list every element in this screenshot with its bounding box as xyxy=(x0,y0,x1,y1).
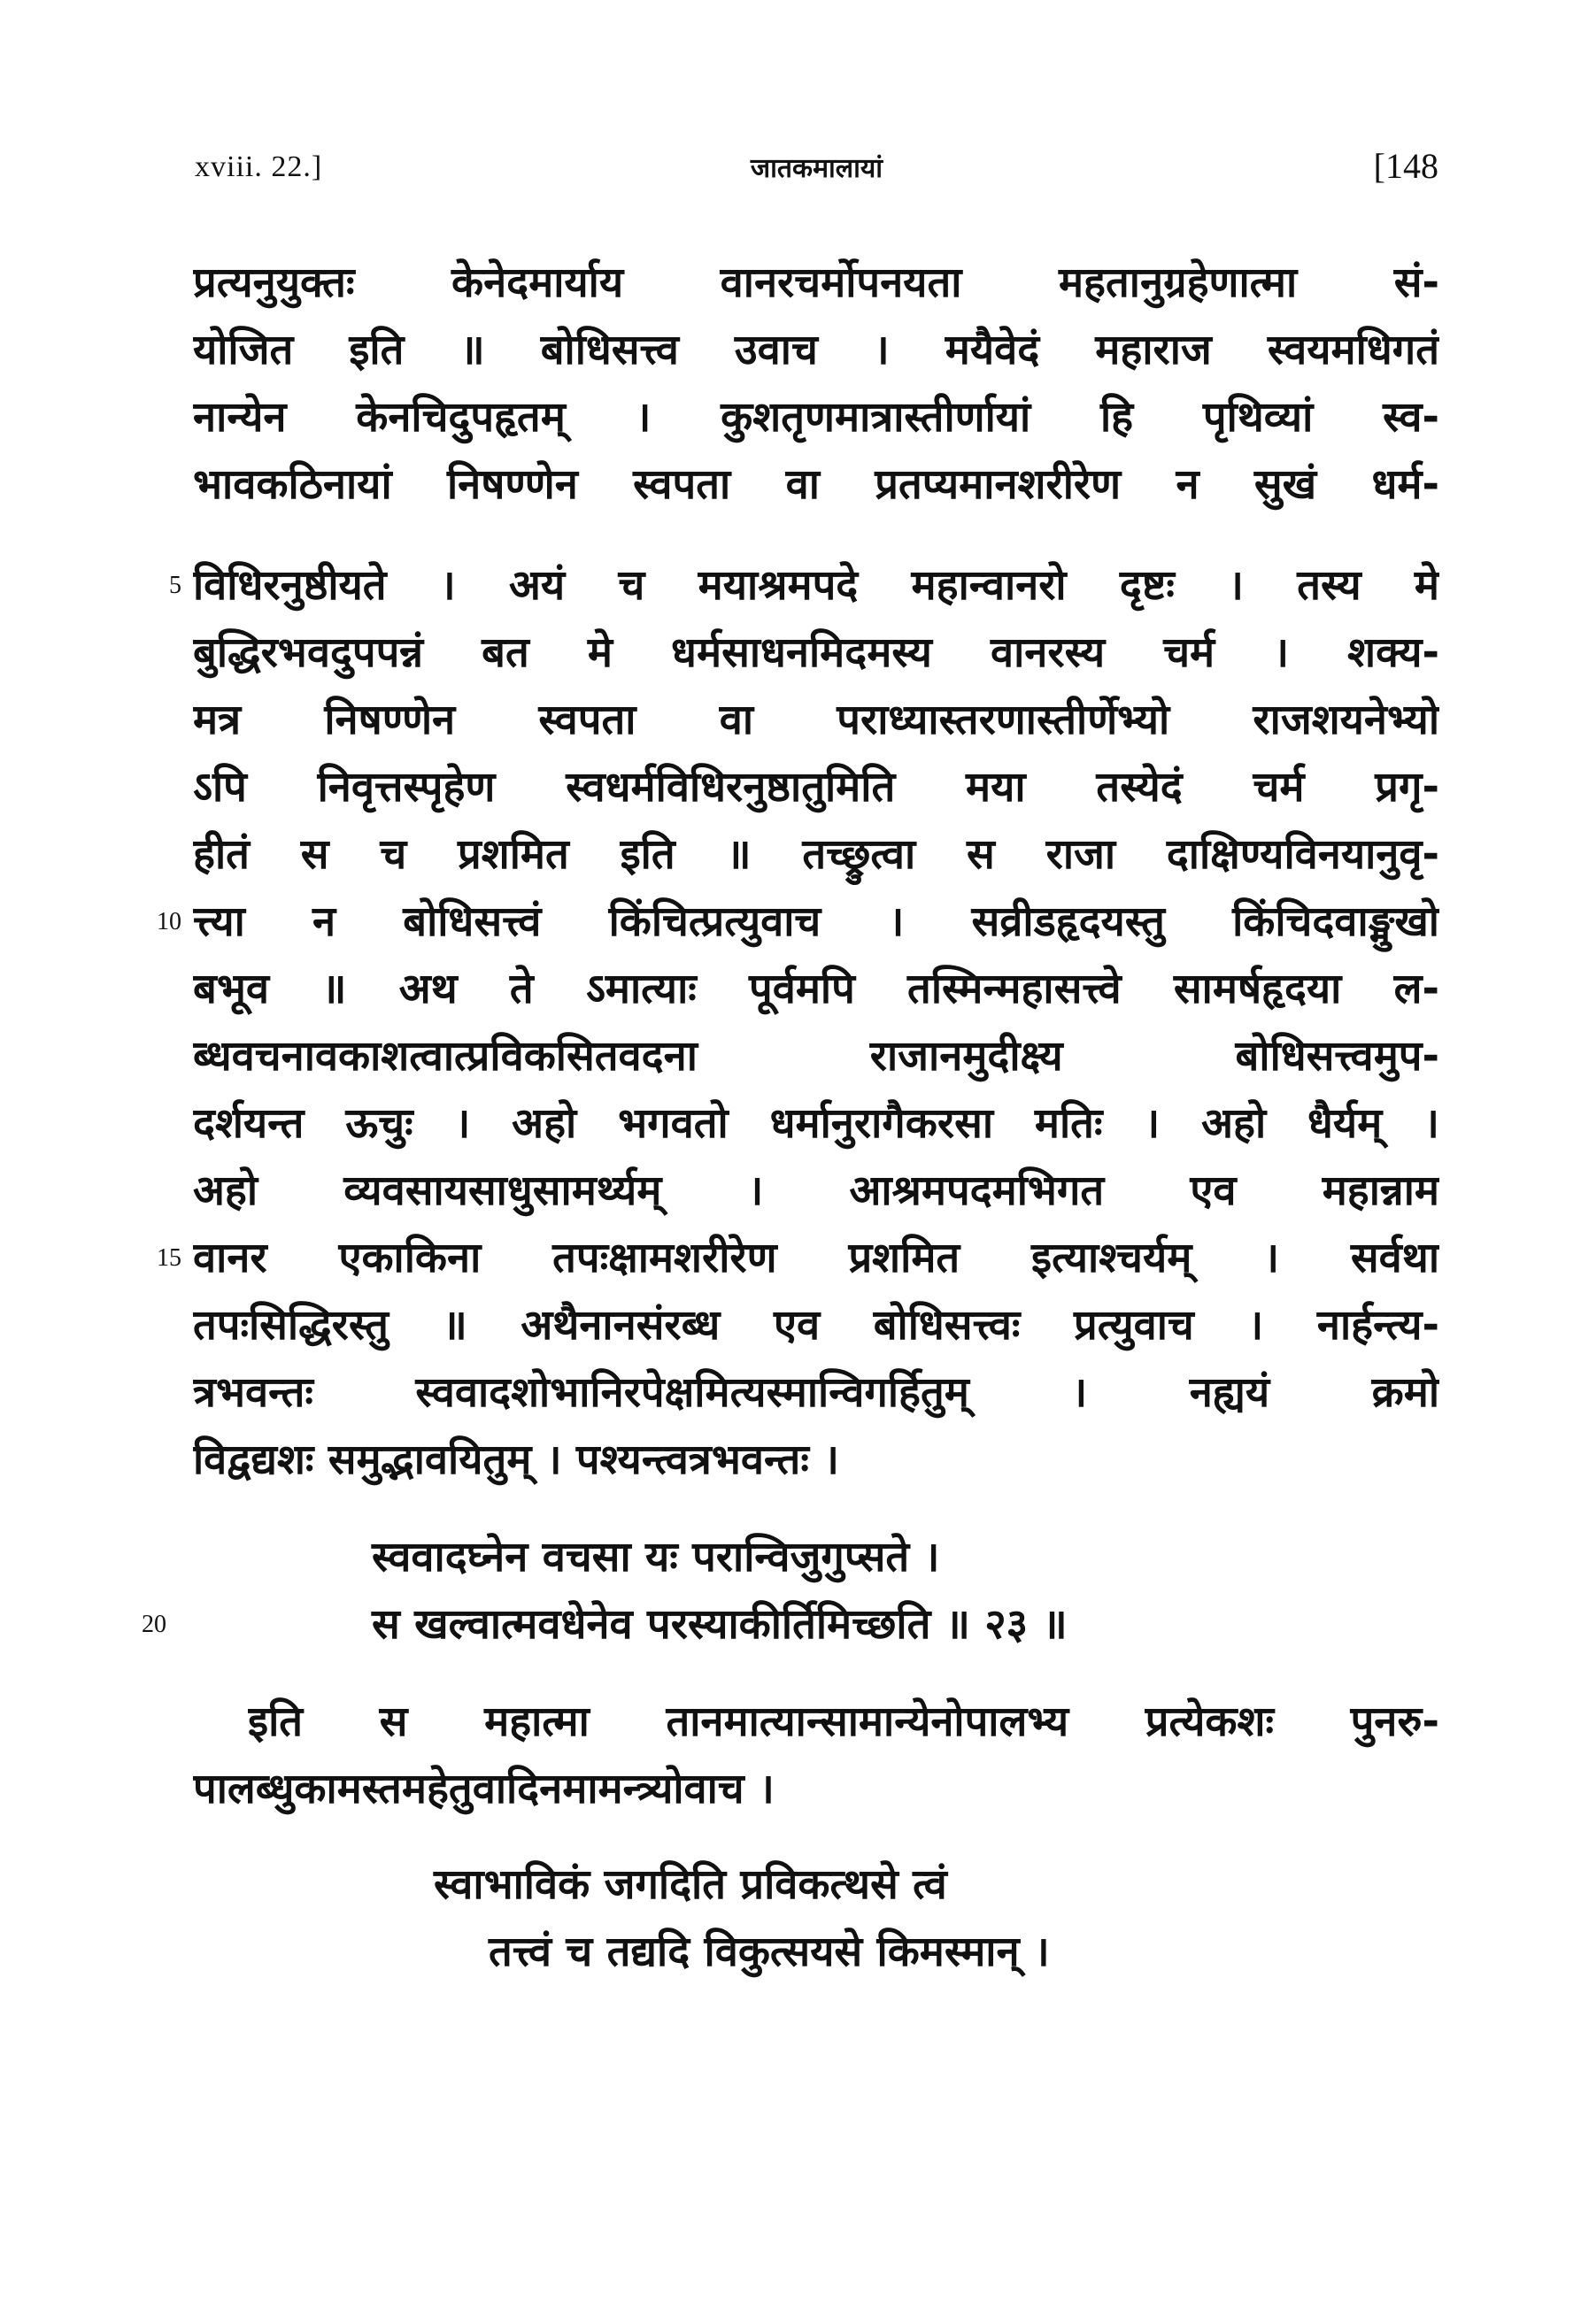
prose-line: योजित इति ॥ बोधिसत्त्व उवाच । मयैवेदं महाराज स्वयमधिगतं xyxy=(193,326,1439,374)
verse-24-line: तत्त्वं च तद्यदि विकुत्सयसे किमस्मान् । xyxy=(489,1928,1050,1976)
prose-line: ब्धवचनावकाशत्वात्प्रविकसितवदना राजानमुदीक्ष्य बोधिसत्त्वमुप- xyxy=(193,1032,1439,1081)
prose-line: नान्येन केनचिदुपहृतम् । कुशतृणमात्रास्तीर्णायां हि पृथिव्यां स्व- xyxy=(193,393,1439,442)
prose-line: इति स महात्मा तानमात्यान्सामान्येनोपालभ्य प्रत्येकशः पुनरु- xyxy=(248,1697,1439,1746)
prose-line: तपःसिद्धिरस्तु ॥ अथैनानसंरब्ध एव बोधिसत्त्वः प्रत्युवाच । नार्हन्त्य- xyxy=(193,1301,1439,1350)
prose-line: ऽपि निवृत्तस्पृहेण स्वधर्मविधिरनुष्ठातुमिति मया तस्येदं चर्म प्रगृ- xyxy=(193,763,1439,812)
prose-line: त्रभवन्तः स्ववादशोभानिरपेक्षमित्यस्मान्विगर्हितुम् । नह्ययं क्रमो xyxy=(193,1368,1439,1417)
prose-line: प्रत्यनुयुक्तः केनेदमार्याय वानरचर्मोपनयता महतानुग्रहेणात्मा सं- xyxy=(193,258,1439,307)
prose-line: त्त्या न बोधिसत्त्वं किंचित्प्रत्युवाच । सव्रीडहृदयस्तु किंचिदवाङ्मुखो xyxy=(193,897,1439,946)
prose-line: हीतं स च प्रशमित इति ॥ तच्छ्रुत्वा स राजा दाक्षिण्यविनयानुवृ- xyxy=(193,830,1439,879)
page-number: [148 xyxy=(1373,146,1438,186)
section-reference: xviii. 22.] xyxy=(195,150,323,183)
prose-line: दर्शयन्त ऊचुः । अहो भगवतो धर्मानुरागैकरसा मतिः । अहो धैर्यम् । xyxy=(193,1099,1439,1148)
line-number: 15 xyxy=(157,1244,181,1272)
line-number: 5 xyxy=(169,572,181,599)
prose-line: बभूव ॥ अथ ते ऽमात्याः पूर्वमपि तस्मिन्महासत्त्वे सामर्षहृदया ल- xyxy=(193,965,1439,1013)
prose-line: अहो व्यवसायसाधुसामर्थ्यम् । आश्रमपदमभिगत एव महान्नाम xyxy=(193,1166,1439,1215)
running-header xyxy=(195,140,1438,193)
verse-23-line: स्ववादघ्नेन वचसा यः परान्विजुगुप्सते । xyxy=(372,1533,940,1581)
running-title: जातकमालायां xyxy=(750,153,883,184)
prose-line: पालब्धुकामस्तमहेतुवादिनमामन्त्र्योवाच । xyxy=(193,1765,775,1813)
verse-24-line: स्वाभाविकं जगदिति प्रविकत्थसे त्वं xyxy=(434,1860,947,1909)
prose-line: वानर एकाकिना तपःक्षामशरीरेण प्रशमित इत्याश्चर्यम् । सर्वथा xyxy=(193,1234,1439,1282)
line-number: 10 xyxy=(157,908,181,935)
prose-line: भावकठिनायां निषण्णेन स्वपता वा प्रतप्यमानशरीरेण न सुखं धर्म- xyxy=(193,460,1439,509)
prose-line: विधिरनुष्ठीयते । अयं च मयाश्रमपदे महान्वानरो दृष्टः । तस्य मे xyxy=(193,561,1439,610)
prose-line: बुद्धिरभवदुपपन्नं बत मे धर्मसाधनमिदमस्य वानरस्य चर्म । शक्य- xyxy=(193,628,1439,677)
prose-line: विद्वद्यशः समुद्भावयितुम् । पश्यन्त्वत्रभवन्तः । xyxy=(193,1435,839,1484)
prose-line: मत्र निषण्णेन स्वपता वा पराध्यास्तरणास्तीर्णेभ्यो राजशयनेभ्यो xyxy=(193,696,1439,744)
line-number: 20 xyxy=(142,1611,166,1638)
verse-23-line: स खल्वात्मवधेनेव परस्याकीर्तिमिच्छति ॥ २३ ॥ xyxy=(372,1600,1068,1649)
